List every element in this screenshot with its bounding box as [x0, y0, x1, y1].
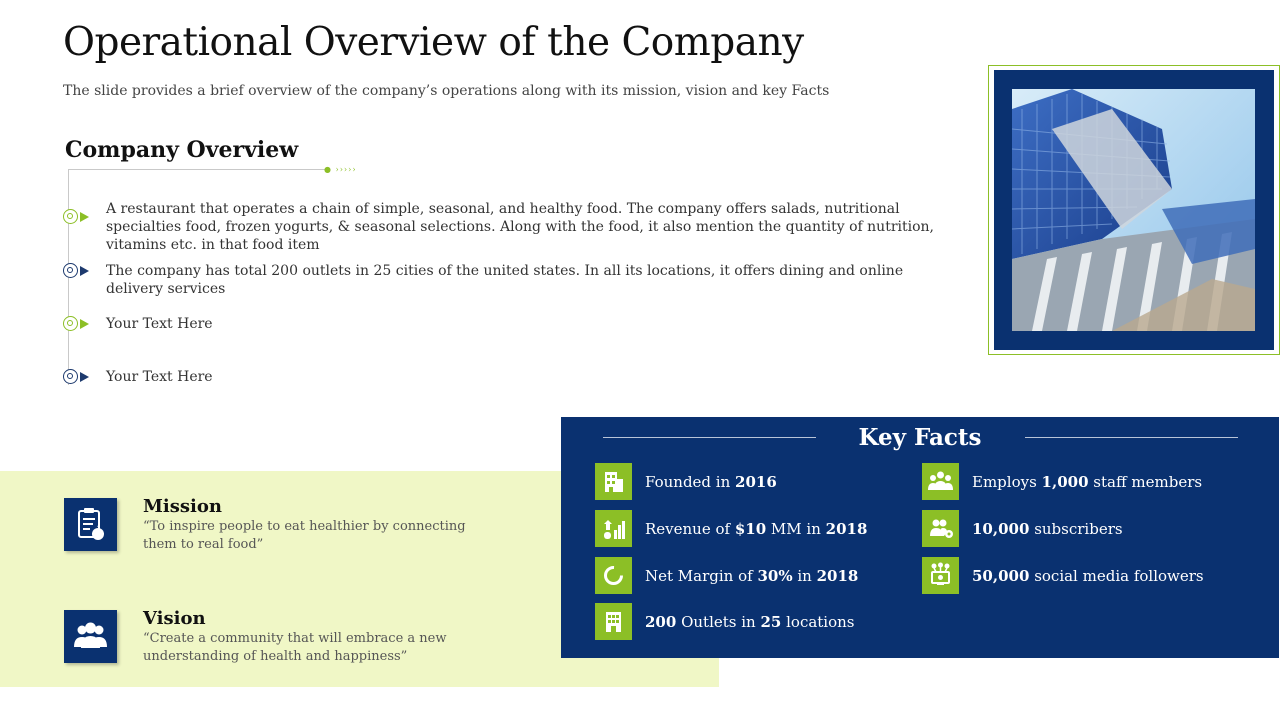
key-facts-panel — [561, 417, 1279, 658]
bullet-arrow-icon — [80, 212, 89, 222]
bullet-circle-icon — [63, 369, 78, 384]
staff-group-icon — [922, 463, 959, 500]
bullet-arrow-icon — [80, 372, 89, 382]
page-title: Operational Overview of the Company — [63, 20, 804, 65]
bullet-circle-icon — [63, 263, 78, 278]
key-fact-text: Founded in 2016 — [645, 473, 777, 491]
mission-text: “To inspire people to eat healthier by connecting them to real food” — [143, 519, 466, 552]
bullet-arrow-icon — [80, 319, 89, 329]
revenue-chart-icon — [595, 510, 632, 547]
key-fact-text: Net Margin of 30% in 2018 — [645, 567, 859, 585]
key-fact-text: 200 Outlets in 25 locations — [645, 613, 855, 631]
subscribers-icon — [922, 510, 959, 547]
clipboard-apple-icon — [64, 498, 117, 551]
divider — [68, 169, 326, 170]
overview-item-text: Your Text Here — [106, 316, 213, 332]
overview-item-text: The company has total 200 outlets in 25 cities of the united states. In all its locations, it offers dining and online delivery services — [106, 263, 904, 297]
vision-text: “Create a community that will embrace a new understanding of health and happiness” — [143, 631, 447, 664]
mission-title: Mission — [143, 496, 222, 517]
building-icon — [595, 463, 632, 500]
page-subtitle: The slide provides a brief overview of the company’s operations along with its mission, vision and key Facts — [63, 83, 830, 99]
key-fact-text: 50,000 social media followers — [972, 567, 1204, 585]
bullet-arrow-icon — [80, 266, 89, 276]
company-overview-heading: Company Overview — [65, 137, 299, 163]
photo-background — [994, 70, 1274, 350]
outlets-building-icon — [595, 603, 632, 640]
ring-chart-icon — [595, 557, 632, 594]
bullet-circle-icon — [63, 209, 78, 224]
key-fact-text: 10,000 subscribers — [972, 520, 1123, 538]
bullet-circle-icon — [63, 316, 78, 331]
key-facts-title: Key Facts — [858, 424, 982, 451]
key-fact-text: Employs 1,000 staff members — [972, 473, 1203, 491]
overview-item-text: A restaurant that operates a chain of simple, seasonal, and healthy food. The company offers salads, nutritional specialties food, frozen yogurts, & seasonal selections. Along with the food, it also mention the quantity of nutrition, vitamins etc. in that food item — [106, 201, 934, 253]
social-media-icon — [922, 557, 959, 594]
key-fact-text: Revenue of $10 MM in 2018 — [645, 520, 868, 538]
building-photo — [1012, 89, 1255, 331]
people-group-icon — [64, 610, 117, 663]
divider-dots: ● ››››› — [324, 165, 357, 174]
vision-title: Vision — [143, 608, 206, 629]
building-photo-frame — [988, 65, 1280, 355]
overview-item-text: Your Text Here — [106, 369, 213, 385]
